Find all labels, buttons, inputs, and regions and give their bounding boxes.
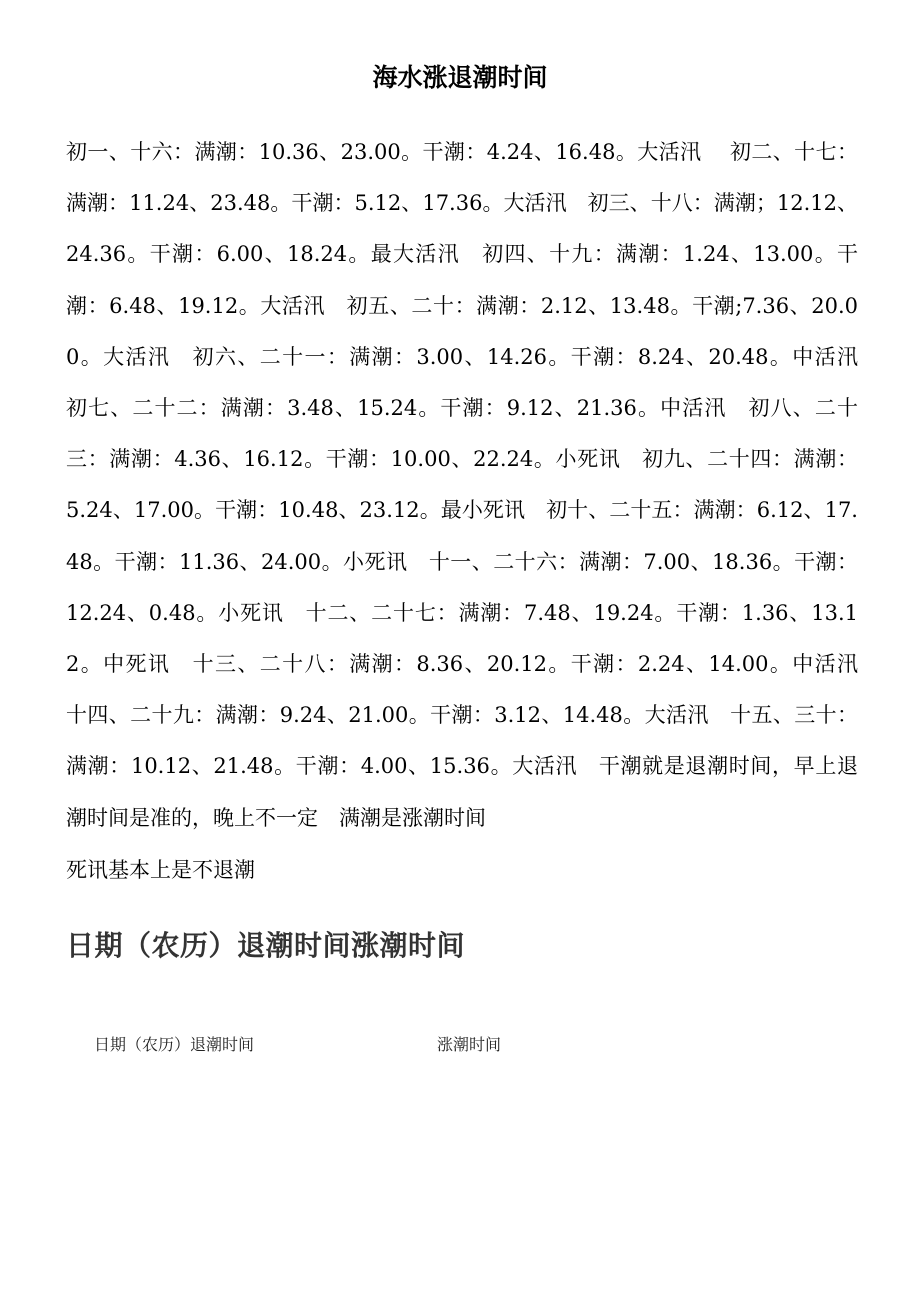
column-header-flood: 涨潮时间: [437, 1035, 502, 1054]
note-paragraph: 死讯基本上是不退潮: [66, 858, 255, 882]
column-header-date-ebb: 日期（农历）退潮时间: [94, 1035, 255, 1054]
document-title: 海水涨退潮时间: [372, 63, 548, 92]
tide-schedule-paragraph: 初一、十六：满潮：10.36、23.00。干潮：4.24、16.48。大活汛 初二、十七：满潮：11.24、23.48。干潮：5.12、17.36。大活汛 初三、十八：满潮；12.12、24.36。干潮：6.00、18.24。最大活汛 初四、十九：满潮：1.24、13.00。干潮：6.48、19.12。大活汛 初五、二十：满潮：2.12、13.48。干潮;7.36、20.00。大活汛 初六、二十一：满潮：3.00、14.26。干潮：8.24、20.48。中活汛 初七、二十二：满潮：3.48、15.24。干潮：9.12、21.36。中活汛 初八、二十三：满潮：4.36、16.12。干潮：10.00、22.24。小死讯 初九、二十四：满潮：5.24、17.00。干潮：10.48、23.12。最小死讯 初十、二十五：满潮：6.12、17.48。干潮：11.36、24.00。小死讯 十一、二十六：满潮：7.00、18.36。干潮：12.24、0.48。小死讯 十二、二十七：满潮：7.48、19.24。干潮：1.36、13.12。中死讯 十三、二十八：满潮：8.36、20.12。干潮：2.24、14.00。中活汛 十四、二十九：满潮：9.24、21.00。干潮：3.12、14.48。大活汛 十五、三十：满潮：10.12、21.48。干潮：4.00、15.36。大活汛 干潮就是退潮时间，早上退潮时间是准的，晚上不一定 满潮是涨潮时间: [66, 140, 879, 830]
section-heading: 日期（农历）退潮时间涨潮时间: [66, 929, 466, 962]
table-header-row: [0, 1030, 920, 1060]
